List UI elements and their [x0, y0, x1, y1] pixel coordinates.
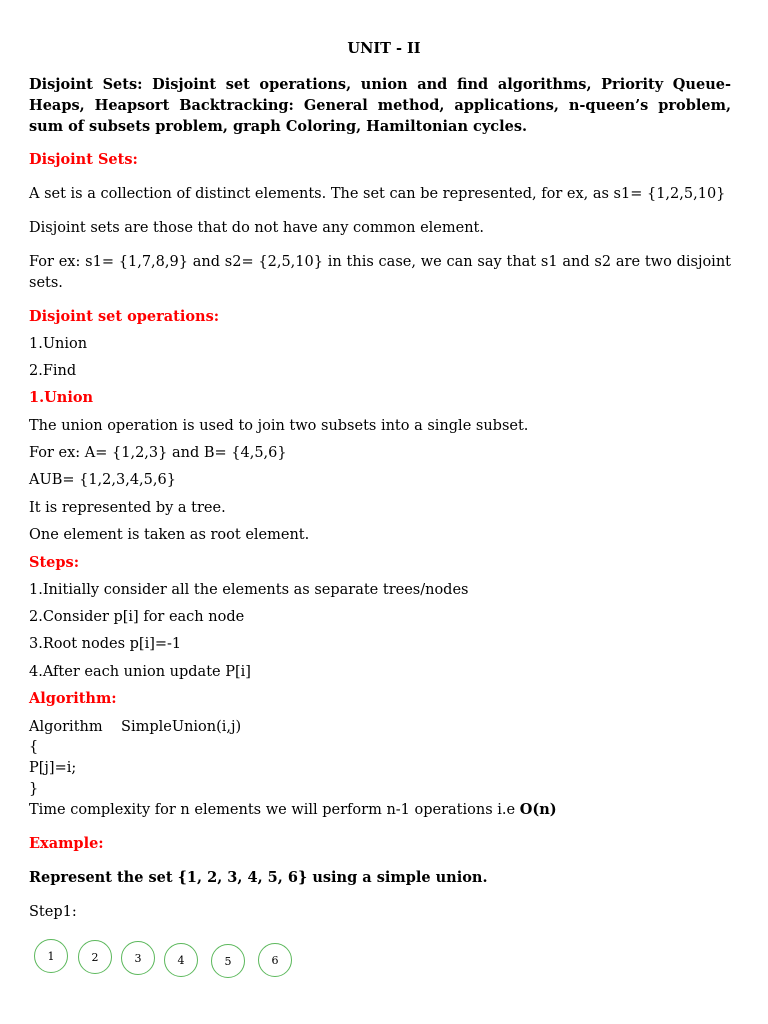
paragraph-union-example: For ex: A= {1,2,3} and B= {4,5,6}: [29, 445, 287, 461]
step-item: 2.Consider p[i] for each node: [29, 609, 245, 625]
heading-operations: Disjoint set operations:: [29, 308, 220, 325]
paragraph-disjoint-example: For ex: s1= {1,7,8,9} and s2= {2,5,10} in this case, we can say that s1 and s2 are two disjoint sets.: [29, 254, 731, 291]
operation-union: 1.Union: [29, 336, 88, 352]
paragraph-set-definition: A set is a collection of distinct elements. The set can be represented, for ex, as s1= {1,2,5,10}: [29, 186, 726, 202]
paragraph-root: One element is taken as root element.: [29, 527, 310, 543]
operation-find: 2.Find: [29, 363, 77, 379]
node-circle: 1: [34, 939, 68, 973]
node-circle: 2: [78, 940, 112, 974]
step1-label: Step1:: [29, 904, 77, 920]
heading-steps: Steps:: [29, 554, 80, 571]
paragraph-disjoint-definition: Disjoint sets are those that do not have any common element.: [29, 220, 484, 236]
node-circle: 5: [211, 944, 245, 978]
unit-title: UNIT - II: [347, 40, 421, 57]
time-complexity-text: Time complexity for n elements we will perform n-1 operations i.e: [29, 802, 520, 818]
intro-paragraph: Disjoint Sets: Disjoint set operations, union and find algorithms, Priority Queue- Heaps, Heapsort Backtracking: General method, applications, n-queen’s problem, sum of subsets problem, graph Coloring, Hamiltonian cycles.: [29, 76, 731, 135]
algorithm-line: {: [29, 739, 39, 755]
time-complexity: [29, 800, 557, 820]
algorithm-line: }: [29, 781, 39, 797]
algorithm-line: Algorithm SimpleUnion(i,j): [29, 719, 242, 735]
heading-union: 1.Union: [29, 389, 94, 406]
step-item: 1.Initially consider all the elements as separate trees/nodes: [29, 582, 469, 598]
paragraph-union-definition: The union operation is used to join two subsets into a single subset.: [29, 418, 529, 434]
paragraph-aub: AUB= {1,2,3,4,5,6}: [29, 472, 176, 488]
heading-example: Example:: [29, 835, 104, 852]
step-item: 3.Root nodes p[i]=-1: [29, 636, 182, 652]
algorithm-line: P[j]=i;: [29, 760, 77, 776]
node-circle: 3: [121, 941, 155, 975]
step-item: 4.After each union update P[i]: [29, 664, 251, 680]
node-circle: 4: [164, 943, 198, 977]
heading-disjoint-sets: Disjoint Sets:: [29, 151, 138, 168]
paragraph-tree: It is represented by a tree.: [29, 500, 226, 516]
time-complexity-value: O(n): [519, 801, 557, 818]
heading-algorithm: Algorithm:: [29, 690, 117, 707]
example-prompt: Represent the set {1, 2, 3, 4, 5, 6} using a simple union.: [29, 869, 488, 886]
node-circle: 6: [258, 943, 292, 977]
